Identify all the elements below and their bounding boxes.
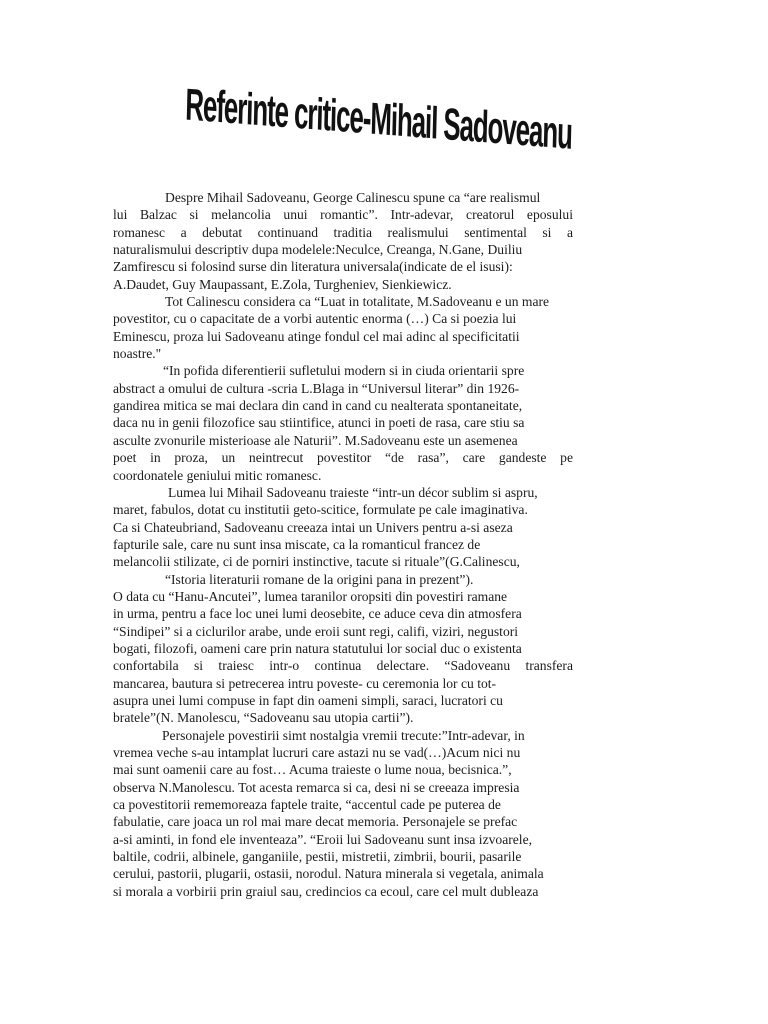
text-line: naturalismului descriptiv dupa modelele:Neculce, Creanga, N.Gane, Duiliu <box>113 242 523 258</box>
text-line: poet in proza, un neintrecut povestitor “de rasa”, care gandeste pe <box>113 450 573 466</box>
text-line: si morala a vorbirii prin graiul sau, credincios ca ecoul, care cel mult dubleaza <box>113 883 539 899</box>
text-line: confortabila si traiesc intr-o continua delectare. “Sadoveanu transfera <box>113 658 573 674</box>
text-line: Despre Mihail Sadoveanu, George Calinescu spune ca “are realismul <box>165 190 541 205</box>
text-line: fabulatie, care joaca un rol mai mare decat memoria. Personajele se prefac <box>113 814 518 830</box>
document-body <box>113 189 573 900</box>
text-line: abstract a omului de cultura -scria L.Blaga in “Universul literar” din 1926- <box>113 380 520 396</box>
text-line: bratele”(N. Manolescu, “Sadoveanu sau utopia cartii”). <box>113 710 414 726</box>
text-line: melancolii stilizate, ci de porniri instinctive, tacute si rituale”(G.Calinescu, <box>113 554 520 570</box>
text-line: a-si aminti, in fond ele inventeaza”. “Eroii lui Sadoveanu sunt insa izvoarele, <box>113 831 532 847</box>
text-line: asupra unei lumi compuse in fapt din oameni simpli, saraci, lucratori cu <box>113 692 503 708</box>
text-line: mai sunt oamenii care au fost… Acuma traieste o lume noua, becisnica.”, <box>113 762 512 778</box>
text-line: maret, fabulos, dotat cu institutii geto-scitice, formulate pe cale imaginativa. <box>113 502 528 518</box>
text-line: Lumea lui Mihail Sadoveanu traieste “intr-un décor sublim si aspru, <box>168 484 538 500</box>
text-line: Ca si Chateubriand, Sadoveanu creeaza intai un Univers pentru a-si aseza <box>113 519 513 535</box>
text-line: A.Daudet, Guy Maupassant, E.Zola, Turgheniev, Sienkiewicz. <box>113 276 452 292</box>
text-line: observa N.Manolescu. Tot acesta remarca si ca, desi ni se creeaza impresia <box>113 779 520 795</box>
text-line: povestitor, cu o capacitate de a vorbi autentic enorma (…) Ca si poezia lui <box>113 311 517 327</box>
text-line: romanesc a debutat continuand traditia realismului sentimental si a <box>113 224 573 240</box>
text-line: Eminescu, proza lui Sadoveanu atinge fondul cel mai adinc al specificitatii <box>113 328 520 344</box>
text-line: “In pofida diferentierii sufletului modern si in ciuda orientarii spre <box>163 363 525 379</box>
text-line: mancarea, bautura si petrecerea intru poveste- cu ceremonia lor cu tot- <box>113 675 497 691</box>
text-line: gandirea mitica se mai declara din cand in cand cu nealterata spontaneitate, <box>113 398 523 414</box>
document-title: Referinte critice-Mihail Sadoveanu <box>184 78 573 159</box>
text-line: lui Balzac si melancolia unui romantic”. Intr-adevar, creatorul eposului <box>113 207 573 223</box>
text-line: Zamfirescu si folosind surse din literatura universala(indicate de el isusi): <box>113 259 513 275</box>
text-line: O data cu “Hanu-Ancutei”, lumea taranilor oropsiti din povestiri ramane <box>113 588 508 604</box>
text-line: “Sindipei” si a ciclurilor arabe, unde eroii sunt regi, califi, viziri, negustori <box>113 623 519 639</box>
text-line: asculte zvonurile misterioase ale Naturii”. M.Sadoveanu este un asemenea <box>113 432 518 448</box>
text-line: “Istoria literaturii romane de la origini pana in prezent”). <box>165 571 474 587</box>
text-line: noastre." <box>113 346 162 362</box>
text-line: fapturile sale, care nu sunt insa miscate, ca la romanticul francez de <box>113 536 481 552</box>
text-line: cerului, pastorii, plugarii, ostasii, norodul. Natura minerala si vegetala, animala <box>113 866 544 882</box>
text-line: vremea veche s-au intamplat lucruri care astazi nu se vad(…)Acum nici nu <box>113 745 521 760</box>
text-line: Tot Calinescu considera ca “Luat in totalitate, M.Sadoveanu e un mare <box>165 294 550 310</box>
text-line: coordonatele geniului mitic romanesc. <box>113 467 322 483</box>
text-line: baltile, codrii, albinele, ganganiile, pestii, mistretii, zimbrii, bourii, pasarile <box>113 849 522 865</box>
text-line: Personajele povestirii simt nostalgia vremii trecute:”Intr-adevar, in <box>162 727 525 743</box>
text-line: bogati, filozofi, oameni care prin natura statutului lor social duc o existenta <box>113 640 522 656</box>
text-line: in urma, pentru a face loc unei lumi deosebite, ce aduce ceva din atmosfera <box>113 606 522 622</box>
text-line: ca povestitorii rememoreaza faptele traite, “accentul cade pe puterea de <box>113 797 501 813</box>
text-line: daca nu in genii filozofice sau stiintifice, atunci in poeti de rasa, care stiu sa <box>113 415 525 431</box>
